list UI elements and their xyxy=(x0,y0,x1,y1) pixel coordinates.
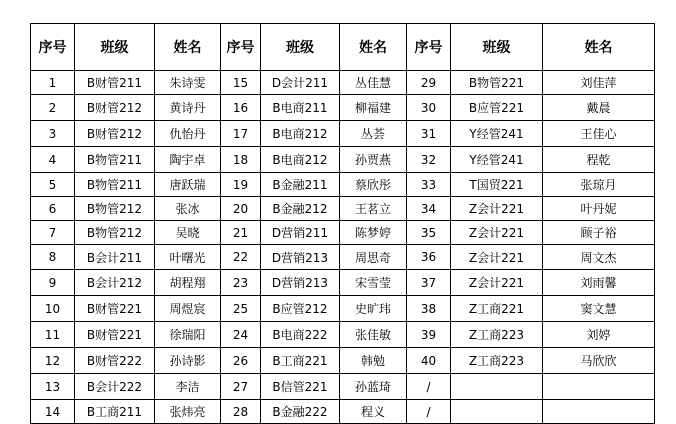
seq-cell: 16 xyxy=(221,95,261,121)
name-cell: 张冰 xyxy=(155,197,221,221)
seq-cell: 30 xyxy=(407,95,451,121)
header-class-2: 班级 xyxy=(261,24,340,71)
seq-cell: 17 xyxy=(221,121,261,147)
name-cell: 胡程翔 xyxy=(155,270,221,296)
name-cell: 丛佳慧 xyxy=(340,71,407,95)
class-cell: Z工商223 xyxy=(451,322,543,348)
seq-cell: 5 xyxy=(31,173,75,197)
seq-cell: 7 xyxy=(31,221,75,245)
roster-body xyxy=(31,71,655,424)
name-cell: 吴晓 xyxy=(155,221,221,245)
class-cell: B会计212 xyxy=(75,270,155,296)
class-cell: B财管212 xyxy=(75,121,155,147)
seq-cell: 32 xyxy=(407,147,451,173)
name-cell: 张佳敏 xyxy=(340,322,407,348)
seq-cell: 23 xyxy=(221,270,261,296)
seq-cell: 29 xyxy=(407,71,451,95)
name-cell: 孙蓝琦 xyxy=(340,374,407,400)
seq-cell: 27 xyxy=(221,374,261,400)
name-cell: 张琼月 xyxy=(543,173,655,197)
seq-cell: 25 xyxy=(221,296,261,322)
seq-cell: 40 xyxy=(407,348,451,374)
seq-cell: 20 xyxy=(221,197,261,221)
name-cell: 马欣欣 xyxy=(543,348,655,374)
seq-cell: 13 xyxy=(31,374,75,400)
table-row xyxy=(31,322,655,348)
class-cell: B会计211 xyxy=(75,245,155,270)
header-seq-3: 序号 xyxy=(407,24,451,71)
seq-cell: 19 xyxy=(221,173,261,197)
name-cell: 柳福建 xyxy=(340,95,407,121)
header-name-1: 姓名 xyxy=(155,24,221,71)
seq-cell: 9 xyxy=(31,270,75,296)
class-cell: B物管221 xyxy=(451,71,543,95)
name-cell: 丛荟 xyxy=(340,121,407,147)
class-cell: Z会计221 xyxy=(451,197,543,221)
name-cell xyxy=(543,400,655,424)
class-cell: B金融211 xyxy=(261,173,340,197)
name-cell: 韩勉 xyxy=(340,348,407,374)
name-cell: 唐跃瑞 xyxy=(155,173,221,197)
seq-cell: 3 xyxy=(31,121,75,147)
seq-cell: 33 xyxy=(407,173,451,197)
seq-cell: 37 xyxy=(407,270,451,296)
class-cell: Z会计221 xyxy=(451,245,543,270)
name-cell: 叶曙光 xyxy=(155,245,221,270)
class-cell: D营销213 xyxy=(261,270,340,296)
seq-cell: 36 xyxy=(407,245,451,270)
name-cell xyxy=(543,374,655,400)
seq-cell: 35 xyxy=(407,221,451,245)
class-cell: Y经管241 xyxy=(451,121,543,147)
seq-cell: 21 xyxy=(221,221,261,245)
class-cell: B电商211 xyxy=(261,95,340,121)
table-row xyxy=(31,245,655,270)
seq-cell: 4 xyxy=(31,147,75,173)
name-cell: 陶宇卓 xyxy=(155,147,221,173)
table-row xyxy=(31,270,655,296)
name-cell: 徐瑞阳 xyxy=(155,322,221,348)
name-cell: 周文杰 xyxy=(543,245,655,270)
name-cell: 宋雪莹 xyxy=(340,270,407,296)
name-cell: 黄诗丹 xyxy=(155,95,221,121)
seq-cell: 31 xyxy=(407,121,451,147)
class-cell: B工商221 xyxy=(261,348,340,374)
name-cell: 周煜宸 xyxy=(155,296,221,322)
table-row xyxy=(31,121,655,147)
seq-cell: 28 xyxy=(221,400,261,424)
name-cell: 孙诗影 xyxy=(155,348,221,374)
table-row xyxy=(31,147,655,173)
class-cell: B会计222 xyxy=(75,374,155,400)
name-cell: 李洁 xyxy=(155,374,221,400)
class-cell: Z工商221 xyxy=(451,296,543,322)
table-row xyxy=(31,221,655,245)
seq-cell: 1 xyxy=(31,71,75,95)
seq-cell: / xyxy=(407,374,451,400)
name-cell: 仇怡丹 xyxy=(155,121,221,147)
table-row xyxy=(31,95,655,121)
class-cell: B物管212 xyxy=(75,221,155,245)
class-cell: B金融222 xyxy=(261,400,340,424)
seq-cell: 14 xyxy=(31,400,75,424)
seq-cell: 12 xyxy=(31,348,75,374)
name-cell: 戴晨 xyxy=(543,95,655,121)
seq-cell: 6 xyxy=(31,197,75,221)
class-cell: D会计211 xyxy=(261,71,340,95)
name-cell: 程乾 xyxy=(543,147,655,173)
seq-cell: 39 xyxy=(407,322,451,348)
class-cell xyxy=(451,400,543,424)
seq-cell: 26 xyxy=(221,348,261,374)
table-row xyxy=(31,374,655,400)
name-cell: 窦文慧 xyxy=(543,296,655,322)
seq-cell: 8 xyxy=(31,245,75,270)
table-row xyxy=(31,71,655,95)
header-name-3: 姓名 xyxy=(543,24,655,71)
name-cell: 孙贾燕 xyxy=(340,147,407,173)
class-cell: D营销211 xyxy=(261,221,340,245)
name-cell: 王佳心 xyxy=(543,121,655,147)
header-seq-1: 序号 xyxy=(31,24,75,71)
class-cell: B财管212 xyxy=(75,95,155,121)
seq-cell: 18 xyxy=(221,147,261,173)
seq-cell: 11 xyxy=(31,322,75,348)
seq-cell: 2 xyxy=(31,95,75,121)
seq-cell: 38 xyxy=(407,296,451,322)
name-cell: 史旷玮 xyxy=(340,296,407,322)
seq-cell: 22 xyxy=(221,245,261,270)
header-class-3: 班级 xyxy=(451,24,543,71)
class-cell: B应管212 xyxy=(261,296,340,322)
name-cell: 刘婷 xyxy=(543,322,655,348)
class-cell: B财管211 xyxy=(75,71,155,95)
name-cell: 叶丹妮 xyxy=(543,197,655,221)
class-cell: Z会计221 xyxy=(451,270,543,296)
class-cell: B信管221 xyxy=(261,374,340,400)
name-cell: 张炜亮 xyxy=(155,400,221,424)
header-row xyxy=(31,24,655,71)
name-cell: 顾子裕 xyxy=(543,221,655,245)
name-cell: 刘佳萍 xyxy=(543,71,655,95)
name-cell: 朱诗雯 xyxy=(155,71,221,95)
table-row xyxy=(31,197,655,221)
class-cell: B物管211 xyxy=(75,147,155,173)
class-cell: B工商211 xyxy=(75,400,155,424)
name-cell: 陈梦婷 xyxy=(340,221,407,245)
header-name-2: 姓名 xyxy=(340,24,407,71)
seq-cell: 15 xyxy=(221,71,261,95)
class-cell: B财管221 xyxy=(75,322,155,348)
name-cell: 蔡欣彤 xyxy=(340,173,407,197)
table-row xyxy=(31,173,655,197)
class-cell: B金融212 xyxy=(261,197,340,221)
table-row xyxy=(31,348,655,374)
name-cell: 王茗立 xyxy=(340,197,407,221)
class-cell: B物管212 xyxy=(75,197,155,221)
class-cell: B电商212 xyxy=(261,147,340,173)
class-cell xyxy=(451,374,543,400)
class-cell: Z会计221 xyxy=(451,221,543,245)
class-cell: B电商212 xyxy=(261,121,340,147)
class-cell: Y经管241 xyxy=(451,147,543,173)
class-cell: B电商222 xyxy=(261,322,340,348)
name-cell: 刘雨馨 xyxy=(543,270,655,296)
class-cell: Z工商223 xyxy=(451,348,543,374)
class-cell: D营销213 xyxy=(261,245,340,270)
seq-cell: / xyxy=(407,400,451,424)
class-cell: B物管211 xyxy=(75,173,155,197)
class-cell: B应管221 xyxy=(451,95,543,121)
table-row xyxy=(31,296,655,322)
seq-cell: 34 xyxy=(407,197,451,221)
table-row xyxy=(31,400,655,424)
class-cell: T国贸221 xyxy=(451,173,543,197)
class-cell: B财管222 xyxy=(75,348,155,374)
name-cell: 程义 xyxy=(340,400,407,424)
header-class-1: 班级 xyxy=(75,24,155,71)
class-cell: B财管221 xyxy=(75,296,155,322)
student-roster-table xyxy=(30,23,655,424)
header-seq-2: 序号 xyxy=(221,24,261,71)
seq-cell: 10 xyxy=(31,296,75,322)
seq-cell: 24 xyxy=(221,322,261,348)
name-cell: 周思奇 xyxy=(340,245,407,270)
